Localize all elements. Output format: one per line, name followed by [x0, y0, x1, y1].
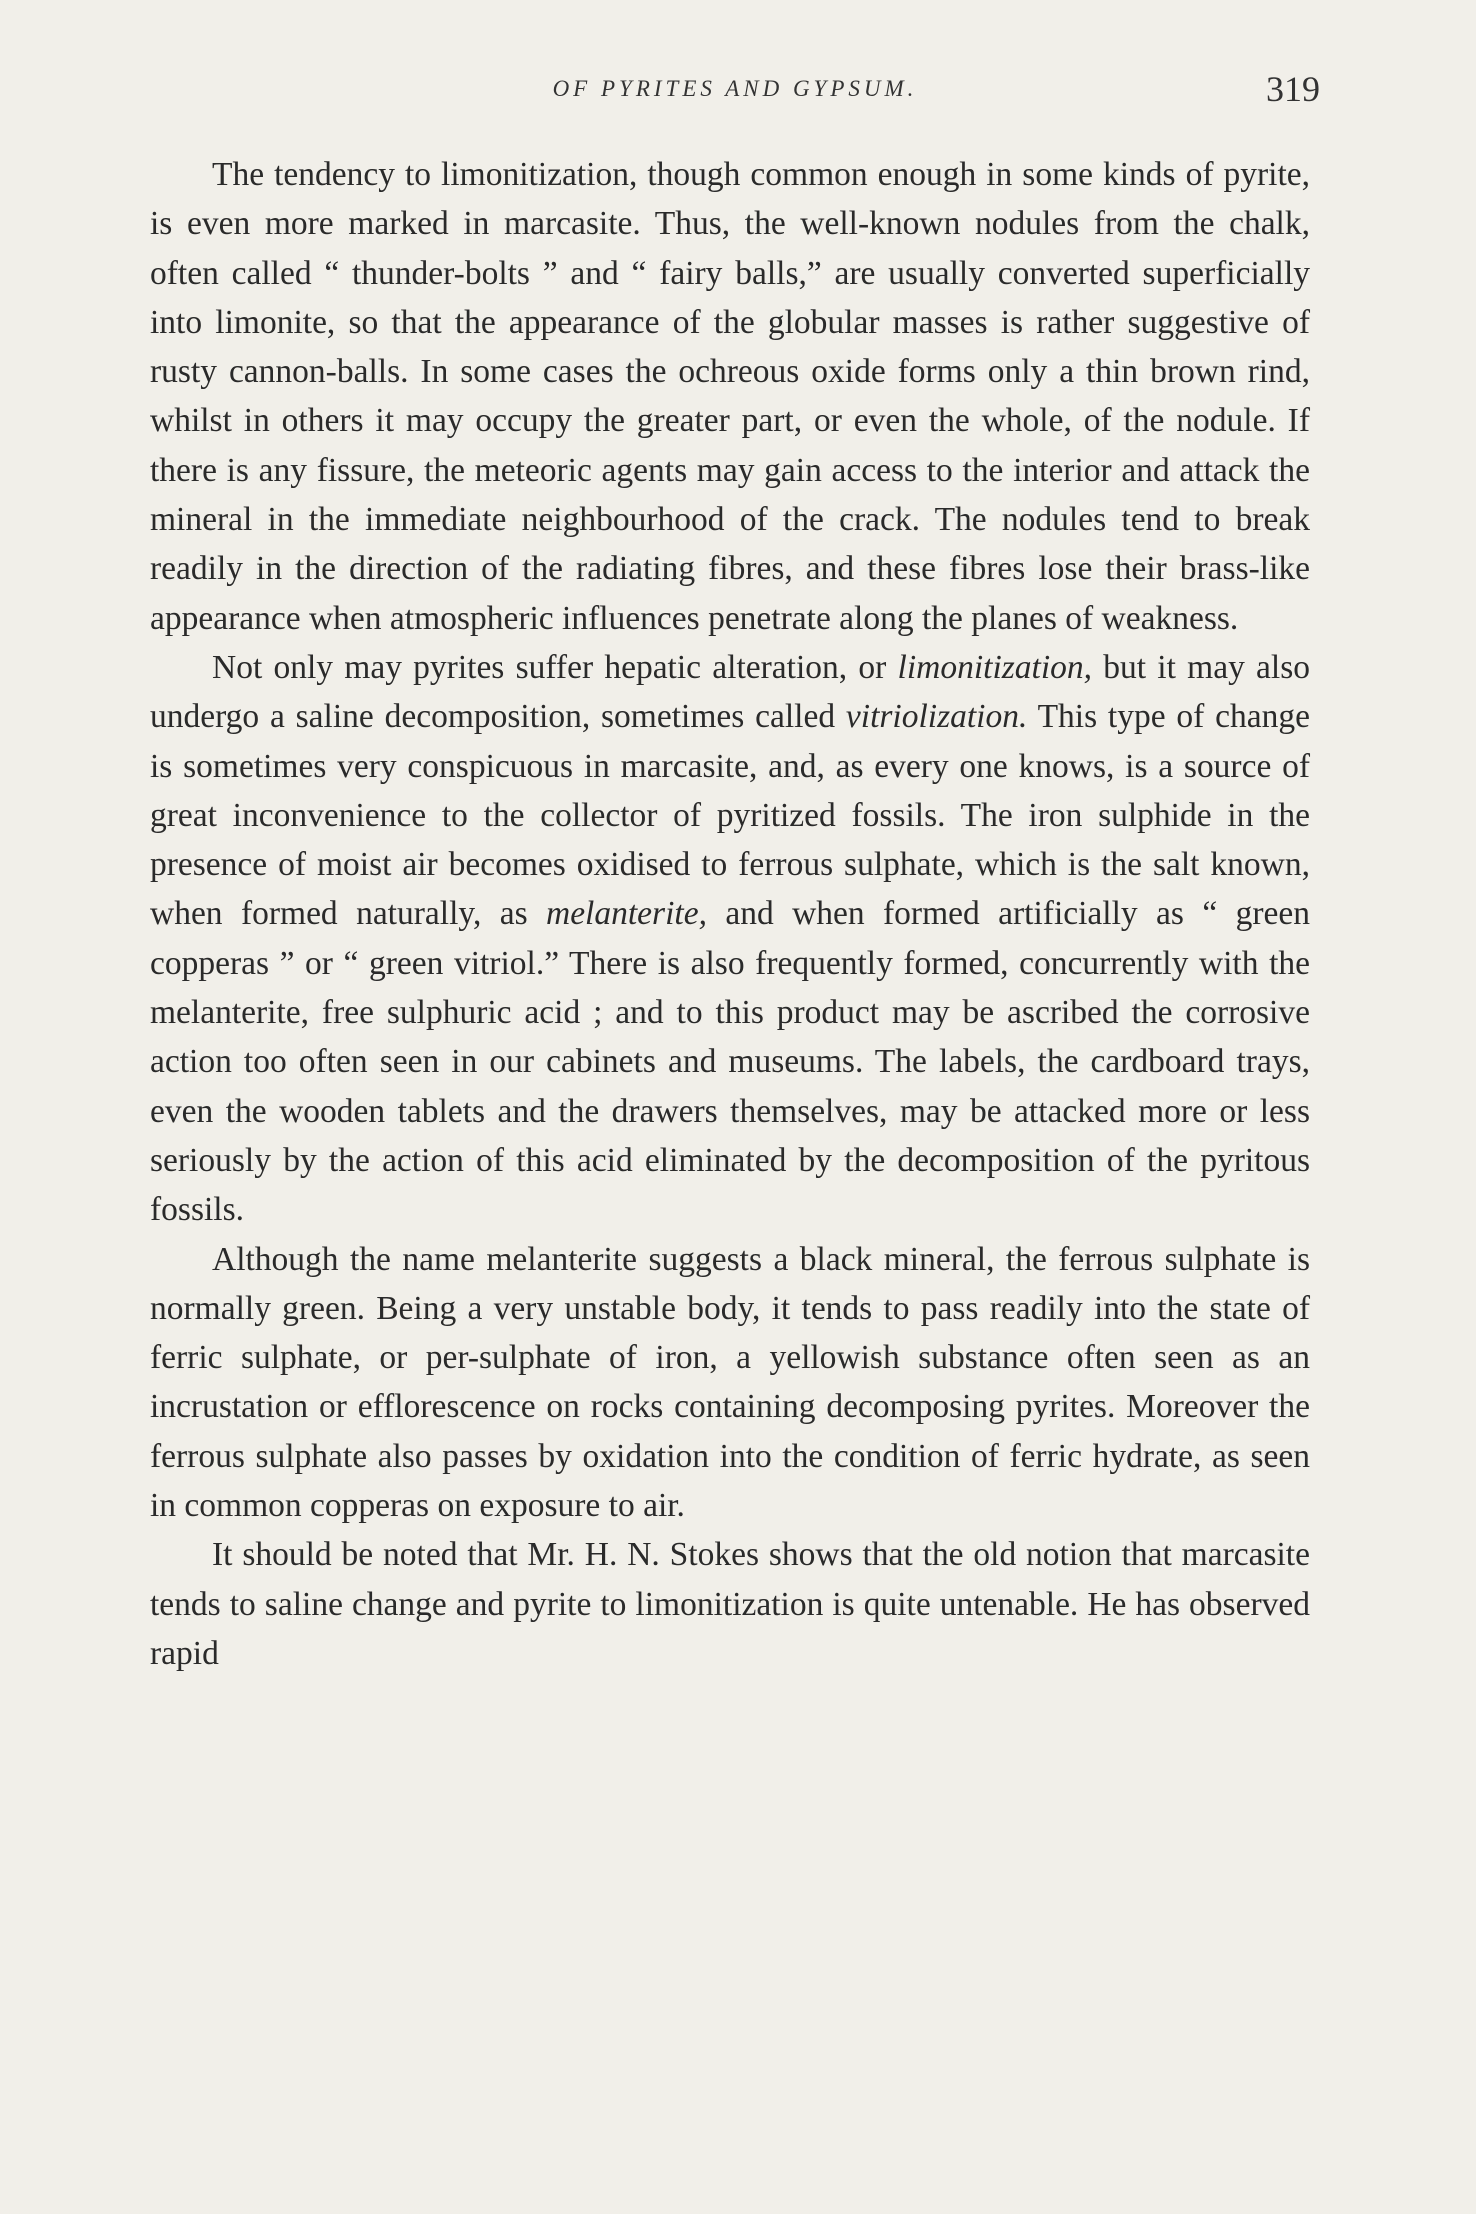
paragraph-limonitization: The tendency to limonitization, though common enough in some kinds of pyrite, is even more marked in marcasite. Thus, the well-known nodules from the chalk, often called “ thunder-bolts ” and “ fairy balls,” are usually converted superficially into limonite, so that the appearance of the globular masses is rather suggestive of rusty cannon-balls. In some cases the ochreous oxide forms only a thin brown rind, whilst in others it may occupy the greater part, or even the whole, of the nodule. If there is any fissure, the meteoric agents may gain access to the interior and attack the mineral in the immediate neighbourhood of the crack. The nodules tend to break readily in the direction of the radiating fibres, and these fibres lose their brass-like appearance when atmospheric influences penetrate along the planes of weakness.	[150, 156, 1310, 637]
paragraph-text: but it may also undergo a saline decomposition, sometimes called	[150, 648, 1311, 736]
paragraph-text: and when formed artificially as “ green copperas ” or “ green vitriol.” There is also frequently formed, concurrently with the melanterite, free sulphuric acid ; and to this product may be ascribed the corrosive action too often seen in our cabinets and museums. The labels, the cardboard trays, even the wooden tablets and the drawers themselves, may be attacked more or less seriously by the action of this acid eliminated by the decomposition of the pyritous fossils.	[150, 895, 1310, 1229]
paragraph-text: This type of change is sometimes very conspicuous in marcasite, and, as every one knows, is a source of great inconvenience to the collector of pyritized fossils. The iron sulphide in the presence of moist air becomes oxidised to ferrous sulphate, which is the salt known, when formed naturally, as	[150, 698, 1310, 933]
body-text	[150, 150, 1310, 1678]
page-number: 319	[1266, 69, 1320, 109]
paragraph-vitriolization	[150, 643, 1310, 1235]
italic-term-vitriolization: vitriolization.	[845, 698, 1028, 736]
paragraph-stokes: It should be noted that Mr. H. N. Stokes shows that the old notion that marcasite tends to saline change and pyrite to limonitization is quite untenable. He has observed rapid	[150, 1536, 1310, 1672]
paragraph-ferrous-sulphate: Although the name melanterite suggests a black mineral, the ferrous sulphate is normally green. Being a very unstable body, it tends to pass readily into the state of ferric sulphate, or per-sulphate of iron, a yellowish substance often seen as an incrustation or efflorescence on rocks containing decomposing pyrites. Moreover the ferrous sulphate also passes by oxidation into the condition of ferric hydrate, as seen in common copperas on exposure to air.	[150, 1240, 1310, 1525]
running-head	[150, 68, 1320, 118]
running-title: OF PYRITES AND GYPSUM.	[552, 76, 918, 101]
italic-term-melanterite: melanterite,	[546, 895, 707, 933]
italic-term-limonitization: limonitization,	[897, 648, 1093, 686]
paragraph-text: Not only may pyrites suffer hepatic alteration, or	[212, 648, 898, 686]
